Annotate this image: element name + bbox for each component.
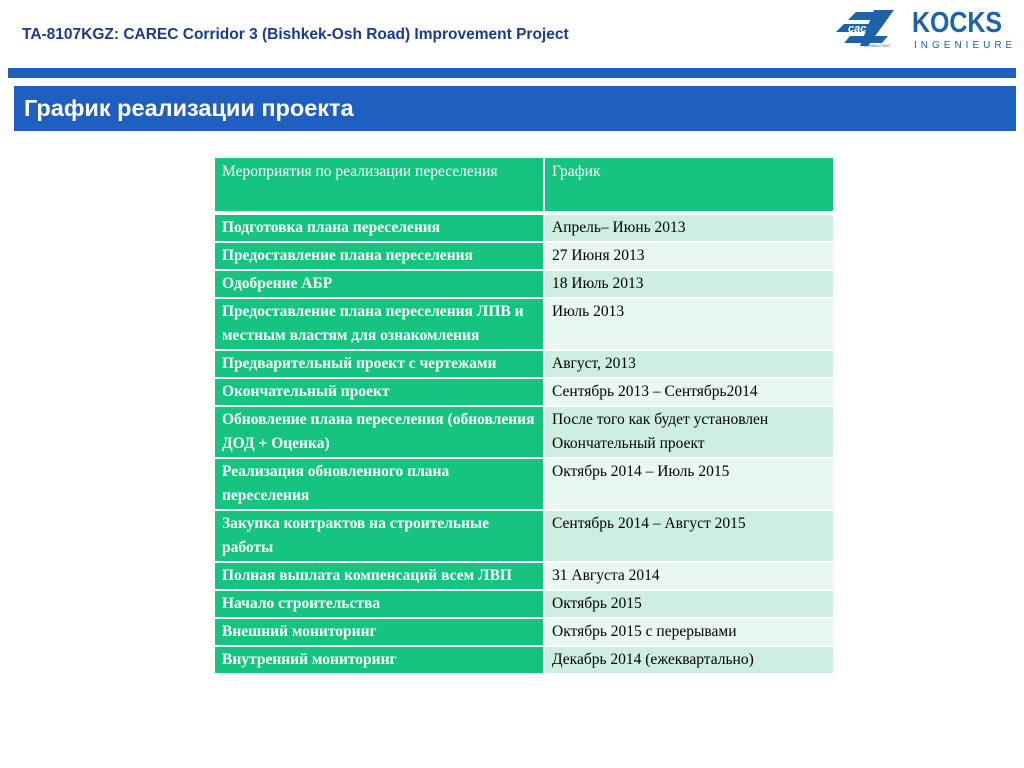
- table-row: [214, 270, 834, 298]
- schedule-cell: Октябрь 2014 – Июль 2015: [544, 458, 834, 510]
- cac-consulting-logo: [834, 10, 896, 48]
- table-row: [214, 298, 834, 350]
- table-body: [214, 213, 834, 674]
- schedule-cell: Апрель– Июнь 2013: [544, 213, 834, 242]
- schedule-cell: После того как будет установлен Окончательный проект: [544, 406, 834, 458]
- implementation-schedule-table: [213, 156, 835, 675]
- table-row: [214, 458, 834, 510]
- activity-cell: Внутренний мониторинг: [214, 646, 544, 674]
- column-header-schedule: График: [544, 157, 834, 213]
- table-row: [214, 590, 834, 618]
- schedule-cell: Июль 2013: [544, 298, 834, 350]
- table-row: [214, 242, 834, 270]
- schedule-cell: 31 Августа 2014: [544, 562, 834, 590]
- activity-cell: Закупка контрактов на строительные работы: [214, 510, 544, 562]
- cac-logo-letters: cac: [848, 23, 867, 35]
- table-row: [214, 378, 834, 406]
- activity-cell: Подготовка плана переселения: [214, 213, 544, 242]
- schedule-cell: Октябрь 2015 с перерывами: [544, 618, 834, 646]
- header-divider-bar: [8, 68, 1016, 78]
- column-header-activities: Мероприятия по реализации переселения: [214, 157, 544, 213]
- table-row: [214, 562, 834, 590]
- activity-cell: Предоставление плана переселения ЛПВ и местным властям для ознакомления: [214, 298, 544, 350]
- schedule-cell: Декабрь 2014 (ежеквартально): [544, 646, 834, 674]
- kocks-logo-word: KOCKS: [912, 7, 1003, 39]
- schedule-cell: 18 Июль 2013: [544, 270, 834, 298]
- table-row: [214, 646, 834, 674]
- activity-cell: Предварительный проект с чертежами: [214, 350, 544, 378]
- activity-cell: Полная выплата компенсаций всем ЛВП: [214, 562, 544, 590]
- table-header-row: [214, 157, 834, 213]
- schedule-cell: Сентябрь 2013 – Сентябрь2014: [544, 378, 834, 406]
- kocks-logo-sub: INGENIEURE: [914, 40, 1017, 51]
- schedule-cell: 27 Июня 2013: [544, 242, 834, 270]
- activity-cell: Внешний мониторинг: [214, 618, 544, 646]
- cac-logo-sub: CONSULTING: [864, 43, 890, 48]
- table-row: [214, 406, 834, 458]
- activity-cell: Предоставление плана переселения: [214, 242, 544, 270]
- activity-cell: Реализация обновленного плана переселения: [214, 458, 544, 510]
- activity-cell: Обновление плана переселения (обновления ДОД + Оценка): [214, 406, 544, 458]
- schedule-cell: Октябрь 2015: [544, 590, 834, 618]
- schedule-cell: Сентябрь 2014 – Август 2015: [544, 510, 834, 562]
- slide-title-bar: [14, 86, 1016, 131]
- table-row: [214, 213, 834, 242]
- activity-cell: Одобрение АБР: [214, 270, 544, 298]
- project-title: TA-8107KGZ: CAREC Corridor 3 (Bishkek-Osh Road) Improvement Project: [22, 26, 569, 43]
- slide-title: График реализации проекта: [24, 95, 354, 121]
- kocks-ingenieure-logo: [912, 7, 1017, 54]
- activity-cell: Окончательный проект: [214, 378, 544, 406]
- table-row: [214, 510, 834, 562]
- activity-cell: Начало строительства: [214, 590, 544, 618]
- table-row: [214, 350, 834, 378]
- table-row: [214, 618, 834, 646]
- schedule-cell: Август, 2013: [544, 350, 834, 378]
